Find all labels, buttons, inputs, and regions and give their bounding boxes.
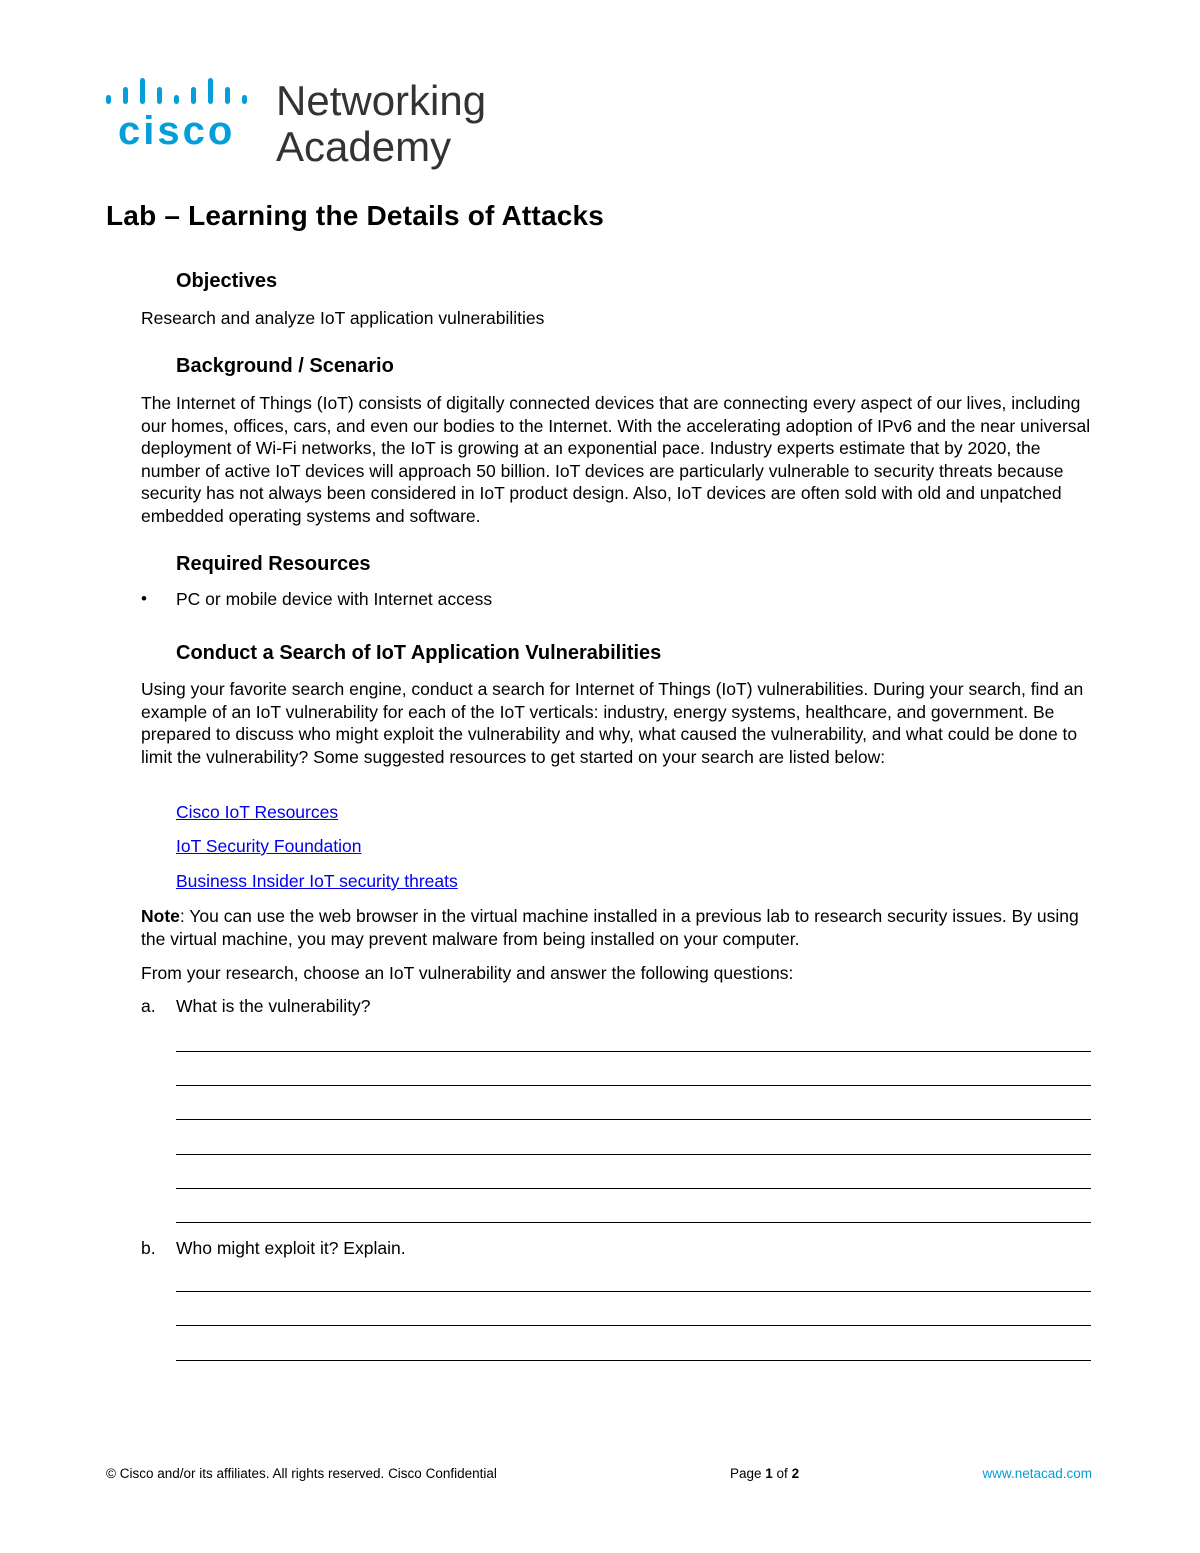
answer-line-b3[interactable] [176, 1360, 1091, 1361]
answer-line-a4[interactable] [176, 1154, 1091, 1155]
questions-intro: From your research, choose an IoT vulnerability and answer the following questions: [141, 963, 794, 983]
note-body: : You can use the web browser in the virtual machine installed in a previous lab to research security issues. By using the virtual machine, you may prevent malware from being installed on your computer. [141, 906, 1079, 949]
link-business-insider[interactable]: Business Insider IoT security threats [176, 871, 458, 891]
answer-line-a3[interactable] [176, 1119, 1091, 1120]
footer-copyright: © Cisco and/or its affiliates. All rights reserved. Cisco Confidential [106, 1466, 497, 1481]
search-text: Using your favorite search engine, conduct a search for Internet of Things (IoT) vulnerabilities. During your search, find an example of an IoT vulnerability for each of the IoT verticals: industry, energy systems, healthcare, and government. Be prepared to discuss who might exploit the vulnerability and why, what caused the vulnerability, and what could be done to limit the vulnerability? Some suggested resources to get started on your search are listed below: [141, 679, 1084, 767]
question-a-text: What is the vulnerability? [176, 996, 371, 1016]
cisco-bars-icon [106, 78, 266, 108]
answer-line-a2[interactable] [176, 1085, 1091, 1086]
question-b-label: b. [141, 1238, 156, 1258]
logo-line2: Academy [276, 123, 452, 170]
resources-item: PC or mobile device with Internet access [176, 589, 493, 609]
page-current: 1 [765, 1466, 773, 1481]
search-heading: Conduct a Search of IoT Application Vulnerabilities [176, 642, 662, 664]
answer-line-a5[interactable] [176, 1188, 1091, 1189]
objectives-heading: Objectives [176, 270, 278, 292]
answer-line-a6[interactable] [176, 1222, 1091, 1223]
cisco-networking-academy-logo [106, 78, 506, 168]
objectives-text: Research and analyze IoT application vulnerabilities [141, 308, 545, 328]
cisco-wordmark: cisco [118, 109, 236, 153]
note-text [141, 905, 1101, 950]
logo-academy-text [276, 78, 486, 170]
question-b-text: Who might exploit it? Explain. [176, 1238, 406, 1258]
page-mid: of [772, 1466, 792, 1481]
footer-website-link[interactable]: www.netacad.com [982, 1466, 1092, 1481]
answer-line-b1[interactable] [176, 1291, 1091, 1292]
logo-line1: Networking [276, 77, 487, 124]
page-total: 2 [791, 1466, 800, 1481]
question-a-label: a. [141, 996, 156, 1016]
resources-heading: Required Resources [176, 553, 371, 575]
answer-line-a1[interactable] [176, 1051, 1091, 1052]
link-iot-security-foundation[interactable]: IoT Security Foundation [176, 836, 362, 856]
background-text: The Internet of Things (IoT) consists of digitally connected devices that are connecting every aspect of our lives, including our homes, offices, cars, and even our bodies to the Internet. With the accelerating adoption of IPv6 and the near universal deployment of Wi-Fi networks, the IoT is growing at an exponential pace. Industry experts estimate that by 2020, the number of active IoT devices will approach 50 billion. IoT devices are particularly vulnerable to security threats because security has not always been considered in IoT product design. Also, IoT devices are often sold with old and unpatched embedded operating systems and software. [141, 393, 1091, 526]
bullet-icon: • [141, 589, 147, 608]
answer-line-b2[interactable] [176, 1325, 1091, 1326]
background-heading: Background / Scenario [176, 355, 394, 377]
note-label: Note [141, 906, 180, 926]
link-cisco-iot-resources[interactable]: Cisco IoT Resources [176, 802, 339, 822]
page-prefix: Page [730, 1466, 766, 1481]
footer-page-number [730, 1466, 799, 1481]
page-title: Lab – Learning the Details of Attacks [106, 200, 605, 231]
